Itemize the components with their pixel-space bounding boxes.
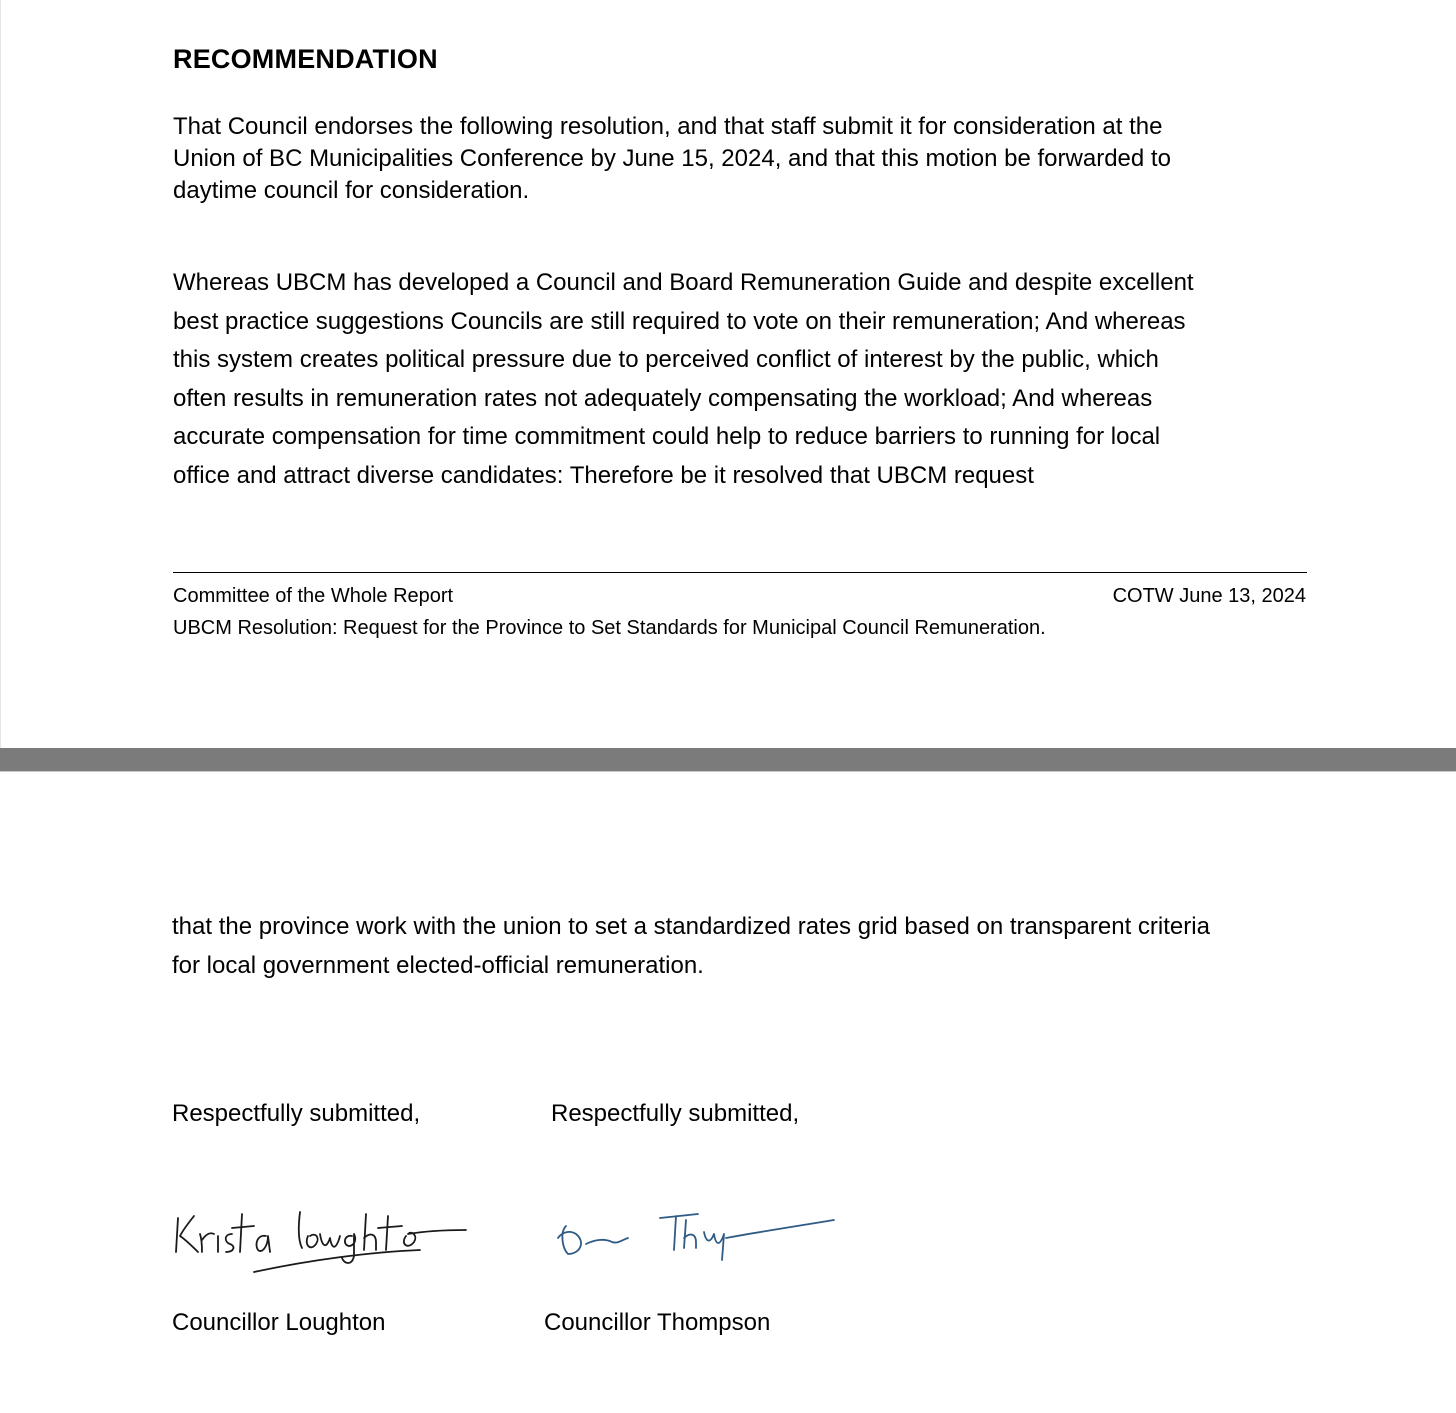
document-page-2: [0, 772, 1456, 1413]
footer-report-subtitle: UBCM Resolution: Request for the Province to Set Standards for Municipal Council Remuneration.: [173, 617, 1046, 639]
recommendation-line: daytime council for consideration.: [173, 177, 530, 204]
resolution-paragraph: [173, 264, 1194, 496]
recommendation-line: Union of BC Municipalities Conference by June 15, 2024, and that this motion be forwarded to: [173, 145, 1171, 172]
resolution-line: accurate compensation for time commitment could help to reduce barriers to running for local: [173, 423, 1161, 451]
name-right: Councillor Thompson: [544, 1309, 771, 1336]
footer-report-date: COTW June 13, 2024: [1112, 585, 1306, 607]
closing-left: Respectfully submitted,: [172, 1100, 421, 1127]
recommendation-line: That Council endorses the following resolution, and that staff submit it for consideration at the: [173, 113, 1163, 140]
footer-report-title: Committee of the Whole Report: [173, 585, 454, 607]
resolution-continuation: [172, 908, 1210, 985]
closing-right: Respectfully submitted,: [551, 1100, 800, 1127]
recommendation-paragraph: [173, 111, 1171, 207]
resolution-line: for local government elected-official remuneration.: [172, 951, 704, 979]
signature-loughton: [170, 1200, 470, 1280]
resolution-line: best practice suggestions Councils are still required to vote on their remuneration; And whereas: [173, 307, 1186, 335]
page-separator: [0, 748, 1456, 772]
recommendation-heading: RECOMMENDATION: [173, 44, 438, 74]
resolution-line: that the province work with the union to set a standardized rates grid based on transparent criteria: [172, 913, 1210, 940]
resolution-line: Whereas UBCM has developed a Council and Board Remuneration Guide and despite excellent: [173, 269, 1194, 296]
signature-thompson: [548, 1210, 838, 1266]
footer-divider: [173, 572, 1307, 573]
resolution-line: office and attract diverse candidates: Therefore be it resolved that UBCM request: [173, 461, 1034, 489]
name-left: Councillor Loughton: [172, 1309, 386, 1336]
resolution-line: this system creates political pressure due to perceived conflict of interest by the public, which: [173, 346, 1159, 374]
resolution-line: often results in remuneration rates not adequately compensating the workload; And whereas: [173, 384, 1153, 412]
